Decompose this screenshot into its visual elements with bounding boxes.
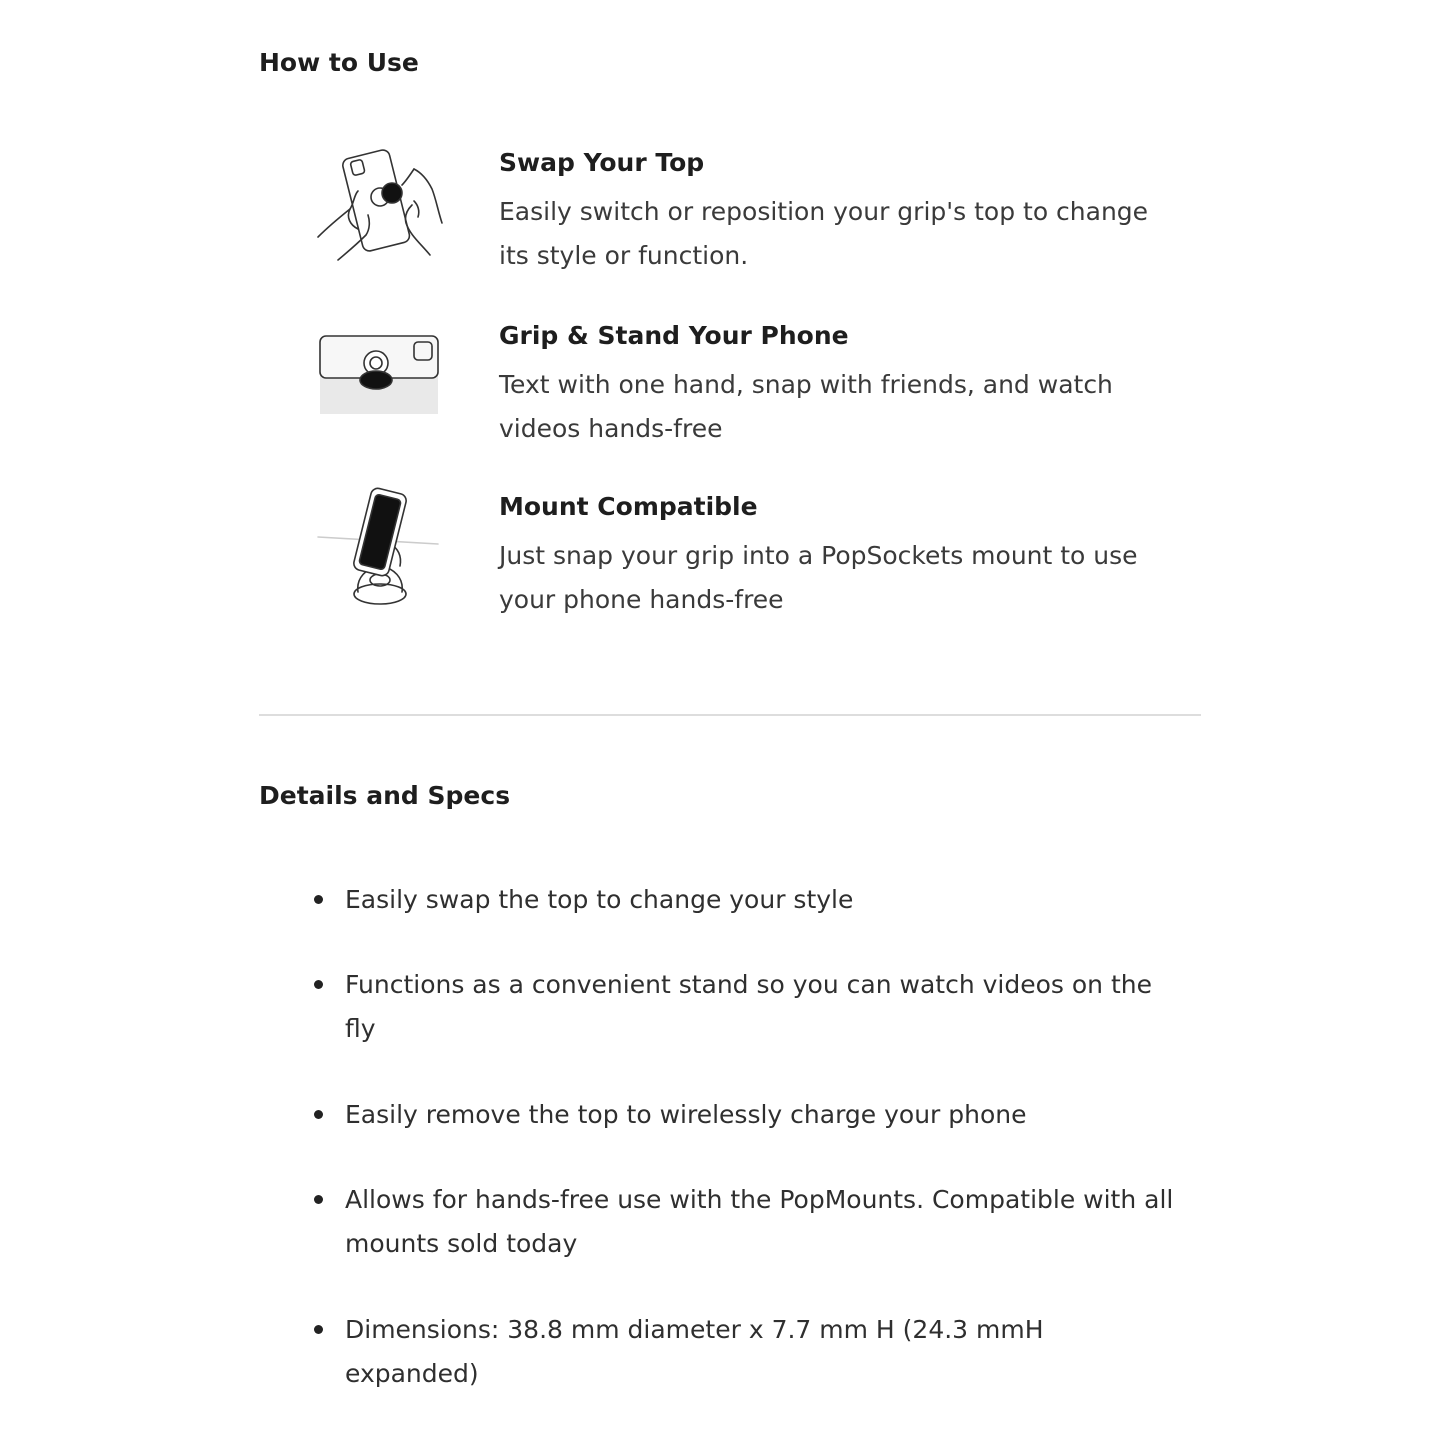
feature-description: Easily switch or reposition your grip's top to change its style or function. bbox=[499, 197, 1149, 270]
feature-description: Text with one hand, snap with friends, and watch videos hands-free bbox=[499, 370, 1113, 443]
spec-text: Easily swap the top to change your style bbox=[345, 885, 854, 914]
spec-text: Dimensions: 38.8 mm diameter x 7.7 mm H (24.3 mmH expanded) bbox=[345, 1315, 1044, 1388]
list-item bbox=[345, 1178, 1175, 1266]
feature-title: Grip & Stand Your Phone bbox=[499, 321, 849, 350]
list-item bbox=[345, 878, 1175, 922]
feature-description: Just snap your grip into a PopSockets mount to use your phone hands-free bbox=[499, 541, 1138, 614]
bullet-icon bbox=[314, 1325, 323, 1334]
phone-stand-illustration bbox=[310, 318, 450, 448]
bullet-icon bbox=[314, 895, 323, 904]
list-item bbox=[345, 1308, 1175, 1396]
spec-text: Functions as a convenient stand so you can watch videos on the fly bbox=[345, 970, 1152, 1043]
bullet-icon bbox=[314, 980, 323, 989]
list-item bbox=[345, 1093, 1175, 1137]
feature-title: Swap Your Top bbox=[499, 148, 705, 177]
bullet-icon bbox=[314, 1195, 323, 1204]
feature-title: Mount Compatible bbox=[499, 492, 758, 521]
spec-text: Easily remove the top to wirelessly charge your phone bbox=[345, 1100, 1027, 1129]
how-to-use-heading: How to Use bbox=[259, 48, 419, 77]
section-divider bbox=[259, 714, 1201, 716]
phone-on-mount-illustration bbox=[310, 482, 450, 612]
bullet-icon bbox=[314, 1110, 323, 1119]
hands-swapping-grip-top-illustration bbox=[310, 145, 450, 275]
details-and-specs-heading: Details and Specs bbox=[259, 781, 511, 810]
list-item bbox=[345, 963, 1175, 1051]
spec-text: Allows for hands-free use with the PopMounts. Compatible with all mounts sold today bbox=[345, 1185, 1174, 1258]
